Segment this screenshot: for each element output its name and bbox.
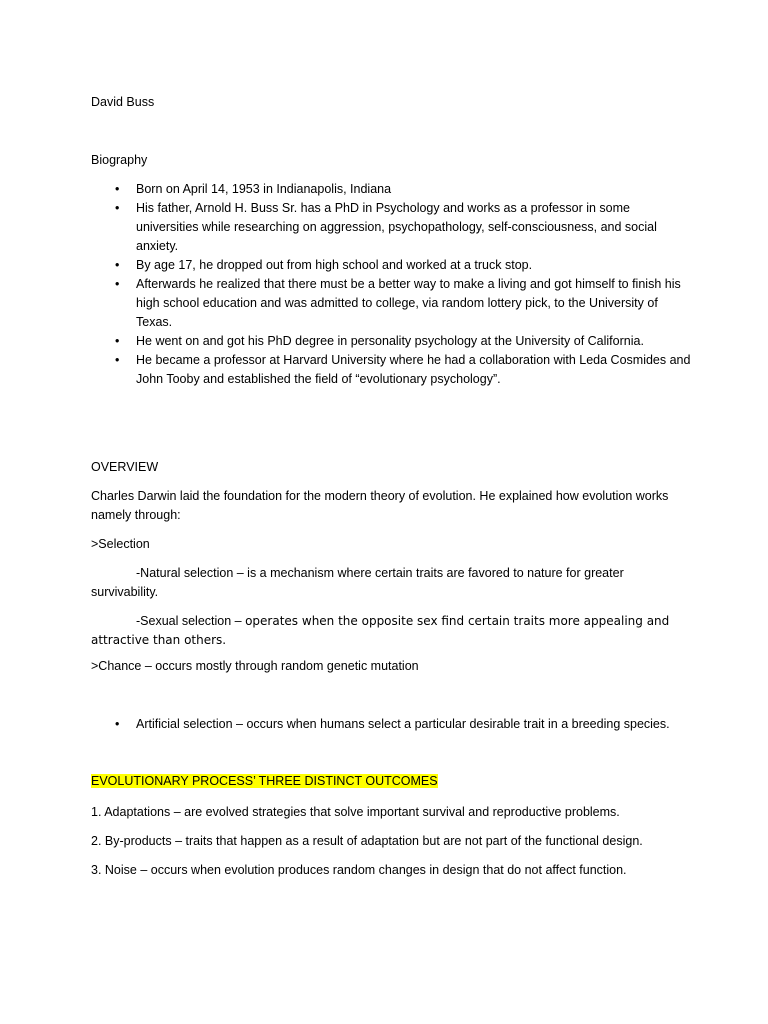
outcome-item: 2. By-products – traits that happen as a result of adaptation but are not part of the functional design. <box>91 834 643 848</box>
natural-selection-text: -Natural selection – is a mechanism where certain traits are favored to nature for greater survivability. <box>91 566 624 599</box>
list-item-text: His father, Arnold H. Buss Sr. has a PhD in Psychology and works as a professor in some universities while researching on aggression, psychopathology, self-consciousness, and social anxiety. <box>136 201 657 253</box>
highlighted-heading-text: EVOLUTIONARY PROCESS’ THREE DISTINCT OUTCOMES <box>91 774 438 788</box>
bullet-icon: • <box>115 334 120 348</box>
bullet-icon: • <box>115 201 120 215</box>
list-item-text: He became a professor at Harvard University where he had a collaboration with Leda Cosmides and John Tooby and established the field of “evolutionary psychology”. <box>136 353 691 386</box>
artificial-selection-text: Artificial selection – occurs when humans select a particular desirable trait in a breeding species. <box>136 717 670 731</box>
list-item <box>91 180 691 199</box>
list-item-text: Afterwards he realized that there must be a better way to make a living and got himself to finish his high school education and was admitted to college, via random lottery pick, to the University of Texas. <box>136 277 681 329</box>
bullet-icon: • <box>115 353 120 367</box>
outcomes-heading <box>91 772 438 791</box>
list-item <box>91 332 691 351</box>
list-item <box>91 275 691 332</box>
outcome-item: 1. Adaptations – are evolved strategies that solve important survival and reproductive problems. <box>91 805 620 819</box>
list-item-text: He went on and got his PhD degree in personality psychology at the University of California. <box>136 334 644 348</box>
list-item-text: By age 17, he dropped out from high school and worked at a truck stop. <box>136 258 533 272</box>
list-item <box>91 256 691 275</box>
selection-label: >Selection <box>91 537 150 551</box>
sexual-selection-paragraph <box>91 612 681 650</box>
list-item-text: Born on April 14, 1953 in Indianapolis, Indiana <box>136 182 392 196</box>
biography-heading: Biography <box>91 153 148 167</box>
artificial-selection-item <box>91 715 691 734</box>
list-item <box>91 351 691 389</box>
bullet-icon: • <box>115 258 120 272</box>
sexual-selection-term: -Sexual selection – <box>136 614 246 628</box>
list-item <box>91 199 691 256</box>
biography-list <box>91 180 691 389</box>
bullet-icon: • <box>115 717 120 731</box>
overview-heading: OVERVIEW <box>91 460 159 474</box>
sexual-selection-definition: operates when the opposite sex find certain traits more appealing and attractive than others. <box>91 614 670 647</box>
bullet-icon: • <box>115 277 120 291</box>
outcome-item: 3. Noise – occurs when evolution produces random changes in design that do not affect function. <box>91 863 627 877</box>
chance-text: >Chance – occurs mostly through random genetic mutation <box>91 659 419 673</box>
bullet-icon: • <box>115 182 120 196</box>
overview-intro: Charles Darwin laid the foundation for the modern theory of evolution. He explained how evolution works namely through: <box>91 489 669 522</box>
document-title: David Buss <box>91 95 155 109</box>
